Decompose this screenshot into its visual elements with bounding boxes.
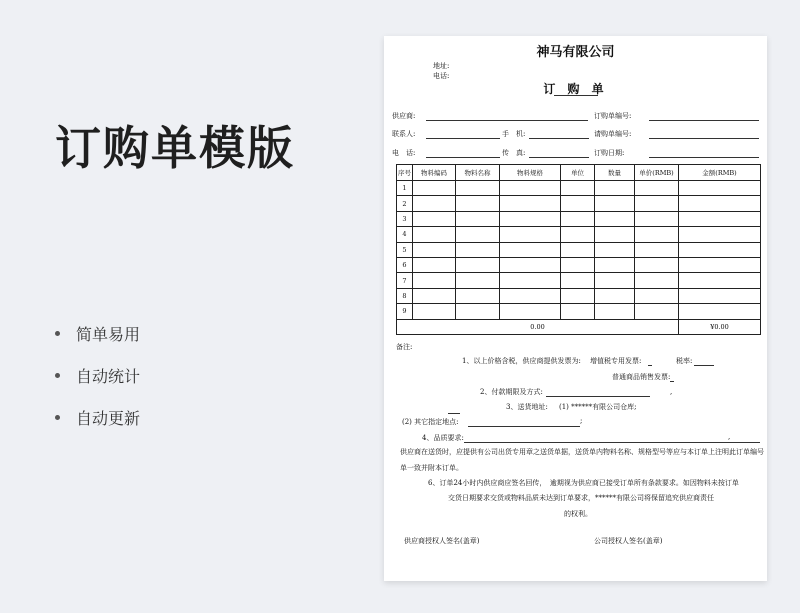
note-5-line-1: 供应商在送货时，应提供有公司出货专用章之送货单据，送货单内物料名称、规格型号等应与本订单上注明此订单编号	[400, 448, 764, 456]
table-cell[interactable]	[595, 257, 635, 272]
table-cell[interactable]	[413, 227, 456, 242]
vat-check[interactable]	[648, 365, 652, 366]
table-cell[interactable]	[635, 196, 679, 211]
feature-label: 自动更新	[76, 408, 141, 428]
table-cell[interactable]	[635, 242, 679, 257]
table-cell[interactable]	[635, 273, 679, 288]
table-cell[interactable]	[413, 288, 456, 303]
table-cell[interactable]	[456, 196, 500, 211]
table-cell[interactable]	[561, 304, 595, 319]
table-row	[397, 196, 761, 211]
table-cell[interactable]	[561, 273, 595, 288]
warehouse-address: (1) ******有限公司仓库;	[559, 403, 637, 411]
table-cell[interactable]	[635, 288, 679, 303]
fax-label: 传 真:	[502, 149, 526, 157]
mobile-field[interactable]	[529, 138, 589, 139]
table-cell[interactable]	[679, 242, 761, 257]
order-form-document	[384, 36, 767, 581]
quality-field[interactable]	[464, 442, 760, 443]
semicolon: ;	[580, 417, 583, 425]
table-cell[interactable]	[561, 257, 595, 272]
table-cell[interactable]	[595, 304, 635, 319]
column-header: 数量	[595, 165, 635, 181]
column-header: 单位	[561, 165, 595, 181]
table-cell[interactable]	[635, 227, 679, 242]
table-cell[interactable]	[595, 211, 635, 226]
row-number: 5	[397, 242, 413, 257]
purchase-no-field[interactable]	[649, 138, 759, 139]
table-cell[interactable]	[413, 304, 456, 319]
column-header: 序号	[397, 165, 413, 181]
table-cell[interactable]	[456, 242, 500, 257]
note-4: 4、品质要求:	[422, 434, 464, 442]
address-label: 地址:	[433, 62, 450, 70]
feature-label: 简单易用	[76, 324, 141, 344]
note-6-line-2: 交货日期要求交货或物料品质未达到订单要求，******有限公司将保留追究供应商责任	[448, 494, 714, 502]
table-cell[interactable]	[456, 257, 500, 272]
table-cell[interactable]	[679, 304, 761, 319]
feature-item	[55, 312, 140, 354]
table-cell[interactable]	[500, 288, 561, 303]
other-location-label: (2) 其它指定地点:	[402, 418, 459, 426]
table-row	[397, 211, 761, 226]
items-table	[396, 164, 761, 335]
table-cell[interactable]	[500, 196, 561, 211]
table-cell[interactable]	[679, 257, 761, 272]
company-name: 神马有限公司	[536, 45, 615, 60]
contact-label: 联系人:	[392, 130, 416, 138]
table-cell[interactable]	[500, 273, 561, 288]
table-cell[interactable]	[679, 196, 761, 211]
row-number: 1	[397, 181, 413, 196]
table-row	[397, 257, 761, 272]
supplier-signature-label: 供应商授权人签名(盖章)	[404, 537, 480, 545]
tel-label: 电 话:	[392, 149, 416, 157]
table-cell[interactable]	[561, 242, 595, 257]
feature-item	[55, 396, 140, 438]
payment-terms-field[interactable]	[546, 396, 650, 397]
feature-item	[55, 354, 140, 396]
table-cell[interactable]	[413, 242, 456, 257]
row-number: 9	[397, 304, 413, 319]
table-cell[interactable]	[595, 227, 635, 242]
table-cell[interactable]	[679, 288, 761, 303]
table-cell[interactable]	[595, 242, 635, 257]
table-row	[397, 242, 761, 257]
supplier-field[interactable]	[426, 120, 588, 121]
table-cell[interactable]	[635, 181, 679, 196]
column-header: 金额(RMB)	[679, 165, 761, 181]
table-cell[interactable]	[679, 227, 761, 242]
table-cell[interactable]	[456, 181, 500, 196]
column-header: 物料规格	[500, 165, 561, 181]
bullet-icon	[55, 373, 60, 378]
vat-invoice-label: 增值税专用发票:	[590, 357, 642, 365]
bullet-icon	[55, 415, 60, 420]
table-cell[interactable]	[456, 273, 500, 288]
table-cell[interactable]	[679, 211, 761, 226]
table-cell[interactable]	[413, 211, 456, 226]
table-cell[interactable]	[561, 196, 595, 211]
table-cell[interactable]	[595, 288, 635, 303]
table-cell[interactable]	[456, 211, 500, 226]
column-header: 物料名称	[456, 165, 500, 181]
table-cell[interactable]	[456, 288, 500, 303]
comma: ,	[670, 388, 673, 396]
table-cell[interactable]	[413, 196, 456, 211]
company-signature-label: 公司授权人签名(盖章)	[594, 537, 663, 545]
other-location-field[interactable]	[468, 426, 580, 427]
total-amount: ¥0.00	[679, 319, 761, 334]
table-cell[interactable]	[413, 273, 456, 288]
column-header: 物料编码	[413, 165, 456, 181]
table-cell[interactable]	[679, 273, 761, 288]
note-1: 1、以上价格含税，供应商提供发票为:	[462, 357, 581, 365]
note-3: 3、送货地址:	[506, 403, 548, 411]
table-header-row	[397, 165, 761, 181]
supplier-label: 供应商:	[392, 112, 416, 120]
row-number: 6	[397, 257, 413, 272]
row-number: 7	[397, 273, 413, 288]
table-cell[interactable]	[595, 273, 635, 288]
table-cell[interactable]	[500, 304, 561, 319]
table-cell[interactable]	[500, 181, 561, 196]
fax-field[interactable]	[529, 157, 589, 158]
table-cell[interactable]	[500, 242, 561, 257]
note-6-line-1: 6、订单24小时内供应商应签名回传， 逾期视为供应商已接受订单所有条款要求。如因物料未按订单	[428, 479, 739, 487]
table-cell[interactable]	[561, 181, 595, 196]
column-header: 单价(RMB)	[635, 165, 679, 181]
note-2: 2、付款期限及方式:	[480, 388, 543, 396]
table-cell[interactable]	[561, 288, 595, 303]
other-location-check[interactable]	[448, 413, 460, 414]
title-underline	[554, 95, 598, 96]
table-cell[interactable]	[595, 181, 635, 196]
mobile-label: 手 机:	[502, 130, 526, 138]
table-cell[interactable]	[635, 257, 679, 272]
total-quantity: 0.00	[397, 319, 679, 334]
table-cell[interactable]	[500, 257, 561, 272]
feature-list	[55, 312, 140, 438]
row-number: 8	[397, 288, 413, 303]
phone-label: 电话:	[433, 72, 450, 80]
table-cell[interactable]	[413, 181, 456, 196]
note-5-line-2: 单一致并附本订单。	[400, 464, 463, 472]
comma-2: ,	[728, 433, 731, 441]
table-cell[interactable]	[500, 227, 561, 242]
order-date-label: 订购日期:	[594, 149, 625, 157]
table-row	[397, 288, 761, 303]
table-row	[397, 273, 761, 288]
note-6-line-3: 的权利。	[564, 510, 592, 518]
order-no-field[interactable]	[649, 120, 759, 121]
table-cell[interactable]	[413, 257, 456, 272]
table-total-row	[397, 319, 761, 334]
order-date-field[interactable]	[649, 157, 759, 158]
page-title: 订购单模版	[55, 121, 295, 175]
row-number: 2	[397, 196, 413, 211]
notes-label: 备注:	[396, 343, 413, 351]
normal-invoice-label: 普通商品销售发票:	[612, 373, 671, 381]
table-cell[interactable]	[679, 181, 761, 196]
tax-rate-field[interactable]	[694, 365, 714, 366]
table-row	[397, 304, 761, 319]
table-cell[interactable]	[561, 211, 595, 226]
normal-invoice-check[interactable]	[670, 381, 674, 382]
row-number: 4	[397, 227, 413, 242]
table-row	[397, 227, 761, 242]
table-cell[interactable]	[561, 227, 595, 242]
bullet-icon	[55, 331, 60, 336]
table-cell[interactable]	[456, 227, 500, 242]
tax-rate-label: 税率:	[676, 357, 693, 365]
tel-field[interactable]	[426, 157, 500, 158]
table-cell[interactable]	[635, 211, 679, 226]
feature-label: 自动统计	[76, 366, 141, 386]
table-row	[397, 181, 761, 196]
table-cell[interactable]	[500, 211, 561, 226]
table-cell[interactable]	[635, 304, 679, 319]
form-title: 订 购 单	[543, 82, 608, 96]
purchase-no-label: 请购单编号:	[594, 130, 632, 138]
contact-field[interactable]	[426, 138, 500, 139]
table-cell[interactable]	[456, 304, 500, 319]
table-cell[interactable]	[595, 196, 635, 211]
row-number: 3	[397, 211, 413, 226]
order-no-label: 订购单编号:	[594, 112, 632, 120]
